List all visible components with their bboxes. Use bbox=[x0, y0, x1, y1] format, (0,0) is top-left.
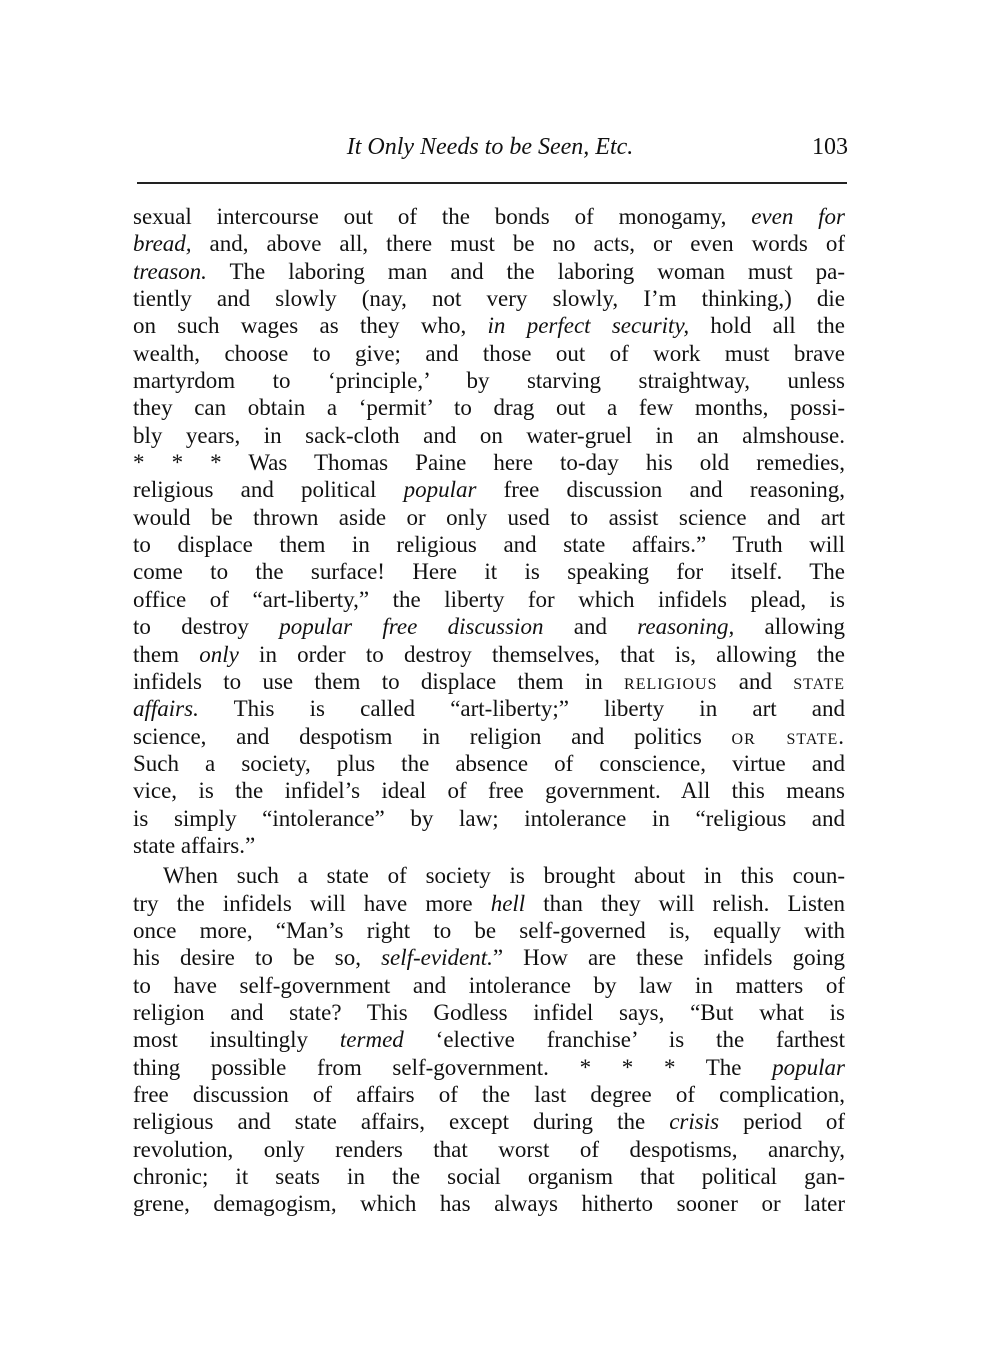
text-segment: come to the surface! Here it is speaking for itself. The bbox=[133, 559, 845, 585]
italic-text: popular bbox=[772, 1054, 845, 1080]
text-segment: grene, demagogism, which has always hitherto sooner or later bbox=[133, 1191, 845, 1217]
text-segment: and, above all, there must be no acts, or even words of bbox=[191, 231, 845, 257]
text-segment: martyrdom to ‘principle,’ by starving straightway, unless bbox=[133, 368, 845, 394]
text-segment: to destroy bbox=[133, 614, 280, 640]
text-line bbox=[133, 394, 845, 421]
paragraph bbox=[133, 862, 845, 1217]
text-line bbox=[133, 449, 845, 476]
text-line bbox=[133, 586, 845, 613]
text-segment: hold all the bbox=[689, 313, 845, 339]
text-line bbox=[133, 1136, 845, 1163]
italic-text: even for bbox=[751, 204, 845, 229]
text-line bbox=[133, 203, 845, 230]
text-line bbox=[133, 422, 845, 449]
text-line bbox=[133, 641, 845, 668]
text-segment: in order to destroy themselves, that is, allowing the bbox=[238, 641, 845, 667]
text-segment: allowing bbox=[734, 614, 846, 640]
text-line bbox=[133, 476, 845, 503]
text-line bbox=[133, 1026, 845, 1053]
text-line bbox=[133, 668, 845, 695]
text-segment: religious and political bbox=[133, 477, 404, 503]
text-line bbox=[133, 531, 845, 558]
italic-text: in perfect security, bbox=[487, 313, 690, 339]
paragraph bbox=[133, 203, 845, 859]
text-segment: to have self-government and intolerance by law in matters of bbox=[133, 972, 845, 998]
text-segment: * * * Was Thomas Paine here to-day his old remedies, bbox=[133, 450, 845, 476]
text-segment: free discussion of affairs of the last degree of complication, bbox=[133, 1082, 845, 1107]
text-segment: is simply “intolerance” by law; intolerance in “religious and bbox=[133, 805, 845, 831]
text-line bbox=[133, 695, 845, 722]
text-line bbox=[133, 613, 845, 640]
text-segment: than they will relish. Listen bbox=[525, 890, 845, 916]
italic-text: only bbox=[199, 641, 239, 667]
text-segment: state affairs.” bbox=[133, 832, 256, 858]
text-segment: religious and state affairs, except during the bbox=[133, 1109, 670, 1135]
text-line bbox=[133, 558, 845, 585]
small-caps-text: state bbox=[793, 668, 845, 694]
italic-text: self-evident. bbox=[381, 945, 493, 971]
text-segment: free discussion and reasoning, bbox=[476, 477, 846, 503]
italic-text: hell bbox=[490, 890, 526, 916]
text-line bbox=[133, 723, 845, 750]
text-line bbox=[133, 972, 845, 999]
text-segment: The laboring man and the laboring woman must pa- bbox=[206, 258, 845, 284]
text-line bbox=[133, 999, 845, 1026]
italic-text: affairs. bbox=[133, 696, 199, 722]
text-segment: them bbox=[133, 641, 200, 667]
header-rule bbox=[137, 182, 847, 184]
italic-text: popular bbox=[403, 477, 477, 503]
italic-text: bread, bbox=[133, 231, 192, 257]
text-segment: revolution, only renders that worst of despotisms, anarchy, bbox=[133, 1136, 845, 1162]
text-segment: bly years, in sack-cloth and on water-gruel in an almshouse. bbox=[133, 422, 845, 448]
text-line bbox=[133, 1163, 845, 1190]
text-segment: period of bbox=[719, 1109, 845, 1135]
text-line bbox=[133, 917, 845, 944]
text-line bbox=[133, 1108, 845, 1135]
text-segment: This is called “art-liberty;” liberty in art and bbox=[198, 696, 845, 722]
text-segment: try the infidels will have more bbox=[133, 890, 491, 916]
text-segment: office of “art-liberty,” the liberty for which infidels plead, is bbox=[133, 586, 845, 612]
text-line bbox=[133, 367, 845, 394]
small-caps-text: or state. bbox=[731, 723, 845, 749]
text-segment: ” How are these infidels going bbox=[492, 945, 845, 971]
text-line bbox=[133, 805, 845, 832]
text-segment: Such a society, plus the absence of conscience, virtue and bbox=[133, 750, 845, 776]
text-segment: they can obtain a ‘permit’ to drag out a few months, possi- bbox=[133, 395, 845, 421]
italic-text: crisis bbox=[669, 1109, 720, 1135]
text-segment: infidels to use them to displace them in bbox=[133, 668, 625, 694]
running-title: It Only Needs to be Seen, Etc. bbox=[346, 134, 634, 160]
text-line bbox=[133, 312, 845, 339]
text-segment: thing possible from self-government. * * * The bbox=[133, 1054, 773, 1080]
text-line bbox=[133, 1190, 845, 1217]
small-caps-text: religious bbox=[624, 668, 718, 694]
text-line bbox=[133, 944, 845, 971]
text-line bbox=[133, 1054, 845, 1081]
italic-text: termed bbox=[339, 1027, 404, 1053]
italic-text: popular free discussion bbox=[279, 614, 544, 640]
text-line bbox=[133, 340, 845, 367]
text-segment: When such a state of society is brought about in this coun- bbox=[163, 863, 845, 889]
text-segment: chronic; it seats in the social organism that political gan- bbox=[133, 1164, 845, 1190]
text-line bbox=[133, 258, 845, 285]
text-line bbox=[133, 285, 845, 312]
text-segment: once more, “Man’s right to be self-governed is, equally with bbox=[133, 917, 845, 943]
italic-text: treason. bbox=[133, 258, 207, 284]
text-segment: and bbox=[717, 668, 794, 694]
text-line bbox=[133, 230, 845, 257]
page-number: 103 bbox=[812, 134, 848, 160]
text-segment: on such wages as they who, bbox=[133, 313, 488, 339]
body-text bbox=[133, 203, 845, 1218]
text-line bbox=[133, 862, 845, 889]
text-segment: wealth, choose to give; and those out of work must brave bbox=[133, 340, 845, 366]
text-segment: sexual intercourse out of the bonds of monogamy, bbox=[133, 204, 752, 229]
text-segment: and bbox=[543, 614, 638, 640]
text-segment: most insultingly bbox=[133, 1027, 340, 1053]
italic-text: reasoning, bbox=[637, 614, 735, 640]
text-line bbox=[133, 832, 845, 859]
text-segment: would be thrown aside or only used to assist science and art bbox=[133, 504, 845, 530]
text-line bbox=[133, 504, 845, 531]
text-segment: religion and state? This Godless infidel says, “But what is bbox=[133, 999, 845, 1025]
text-segment: science, and despotism in religion and politics bbox=[133, 723, 732, 749]
text-segment: vice, is the infidel’s ideal of free government. All this means bbox=[133, 778, 845, 804]
text-line bbox=[133, 777, 845, 804]
text-segment: ‘elective franchise’ is the farthest bbox=[403, 1027, 845, 1053]
text-segment: to displace them in religious and state affairs.” Truth will bbox=[133, 532, 845, 558]
text-segment: tiently and slowly (nay, not very slowly, I’m thinking,) die bbox=[133, 286, 845, 312]
text-line bbox=[133, 750, 845, 777]
text-line bbox=[133, 890, 845, 917]
text-line bbox=[133, 1081, 845, 1108]
text-segment: his desire to be so, bbox=[133, 945, 382, 971]
